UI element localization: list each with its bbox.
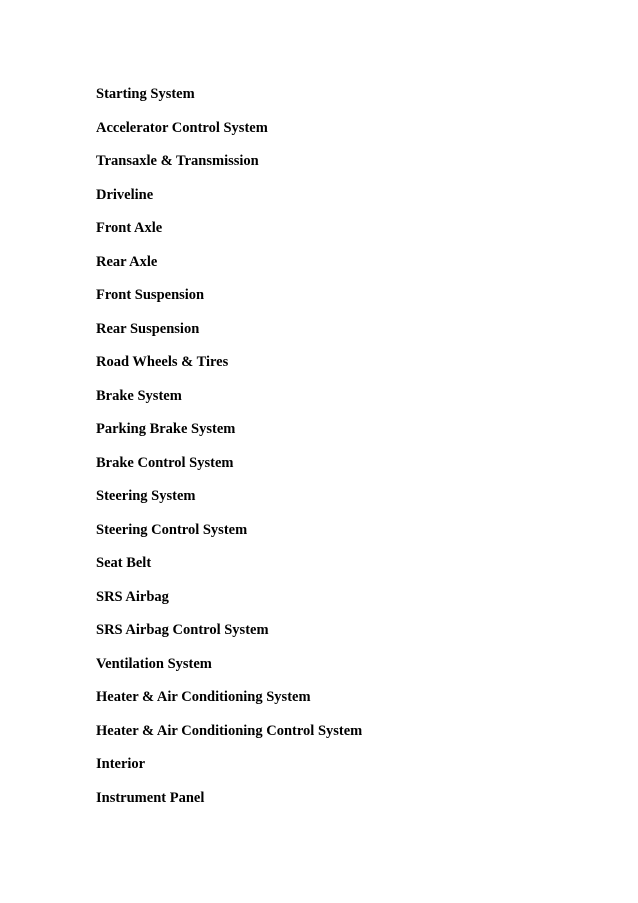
section-item: Rear Axle bbox=[96, 253, 158, 270]
section-item: Steering Control System bbox=[96, 521, 248, 538]
section-item: Ventilation System bbox=[96, 655, 212, 672]
section-item: Interior bbox=[96, 756, 146, 772]
section-item: SRS Airbag Control System bbox=[96, 622, 269, 638]
section-item: Front Axle bbox=[96, 220, 163, 236]
section-item: Steering System bbox=[96, 488, 196, 504]
section-item: Heater & Air Conditioning System bbox=[96, 689, 311, 705]
section-item: Brake Control System bbox=[96, 454, 234, 471]
section-item: Parking Brake System bbox=[96, 421, 236, 437]
section-item: Instrument Panel bbox=[96, 789, 205, 806]
section-list bbox=[96, 85, 362, 822]
section-item: Accelerator Control System bbox=[96, 119, 268, 136]
section-item: Rear Suspension bbox=[96, 320, 200, 337]
section-item: Front Suspension bbox=[96, 287, 205, 303]
section-item: Driveline bbox=[96, 186, 154, 203]
section-item: Brake System bbox=[96, 387, 182, 404]
section-item: Starting System bbox=[96, 86, 195, 102]
section-item: Seat Belt bbox=[96, 555, 152, 571]
section-item: Transaxle & Transmission bbox=[96, 153, 259, 169]
section-item: Heater & Air Conditioning Control System bbox=[96, 722, 363, 739]
section-item: SRS Airbag bbox=[96, 588, 169, 605]
section-item: Road Wheels & Tires bbox=[96, 354, 229, 370]
